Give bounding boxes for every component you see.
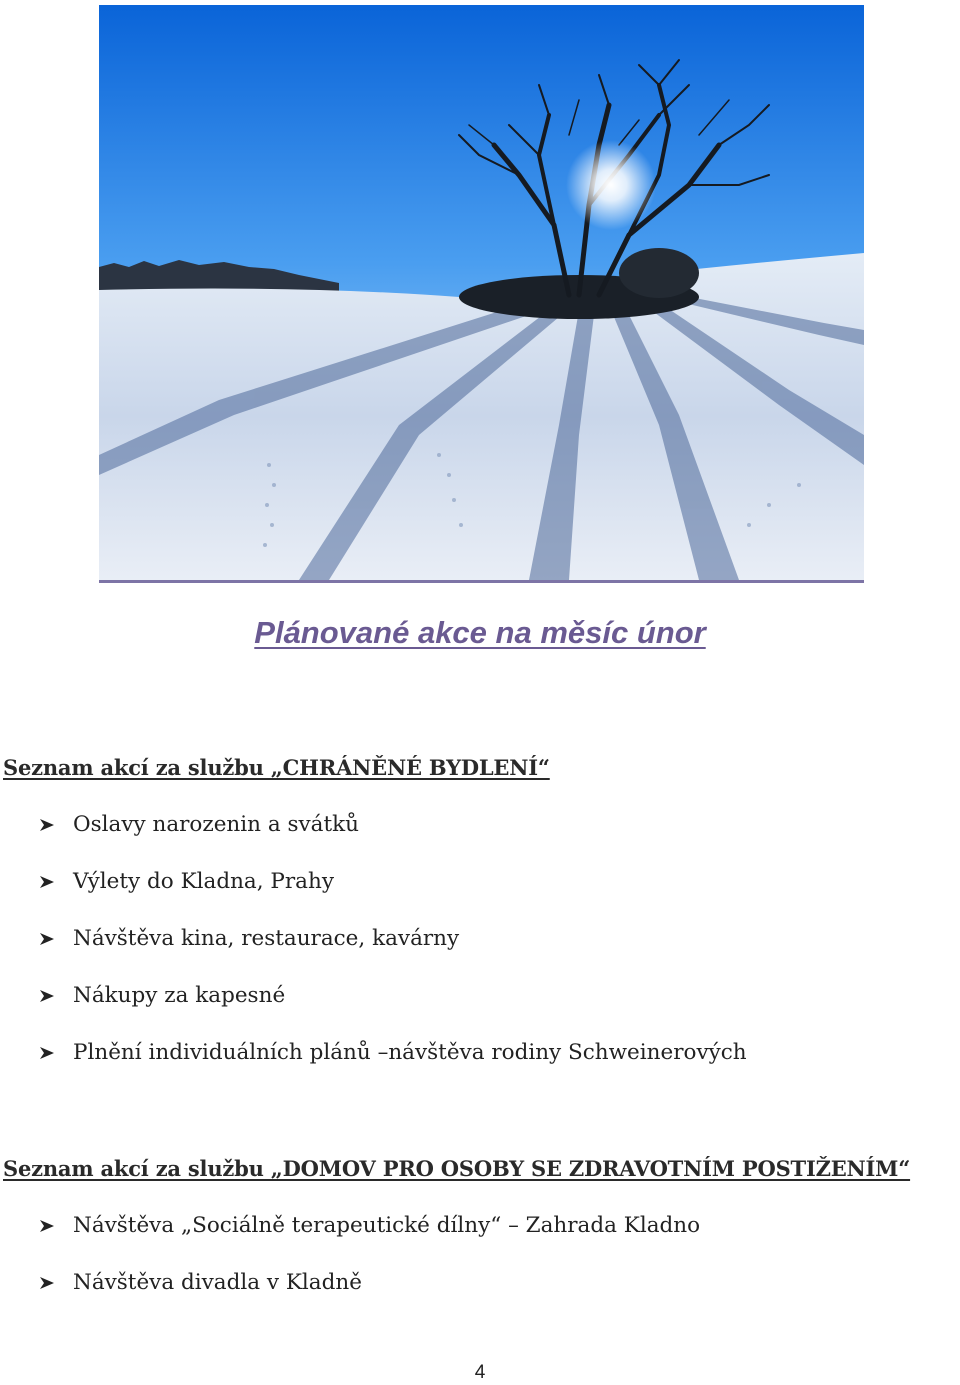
winter-landscape-photo <box>99 5 864 583</box>
list-item <box>37 1211 700 1268</box>
arrowhead-bullet-icon <box>39 1219 55 1233</box>
page-number: 4 <box>474 1362 486 1383</box>
list-item-text: Návštěva kina, restaurace, kavárny <box>73 926 460 951</box>
list-item-text: Návštěva „Sociálně terapeutické dílny“ – Zahrada Kladno <box>73 1213 701 1238</box>
arrowhead-bullet-icon <box>39 989 55 1003</box>
page-title: Plánované akce na měsíc únor <box>254 615 706 650</box>
list-item <box>37 867 747 924</box>
list-item <box>37 924 747 981</box>
activity-list-domov-pro-osoby <box>37 1211 700 1325</box>
list-item-text: Výlety do Kladna, Prahy <box>73 869 334 894</box>
section-heading-domov-pro-osoby: Seznam akcí za službu „DOMOV PRO OSOBY SE ZDRAVOTNÍM POSTIŽENÍM“ <box>3 1156 911 1181</box>
list-item-text: Plnění individuálních plánů –návštěva rodiny Schweinerových <box>73 1040 747 1065</box>
arrowhead-bullet-icon <box>39 932 55 946</box>
list-item <box>37 810 747 867</box>
arrowhead-bullet-icon <box>39 875 55 889</box>
list-item-text: Oslavy narozenin a svátků <box>73 812 359 837</box>
list-item <box>37 1268 700 1325</box>
list-item <box>37 1038 747 1095</box>
arrowhead-bullet-icon <box>39 1046 55 1060</box>
section-heading-chranene-bydleni: Seznam akcí za službu „CHRÁNĚNÉ BYDLENÍ“ <box>3 755 550 780</box>
activity-list-chranene-bydleni <box>37 810 747 1095</box>
list-item-text: Nákupy za kapesné <box>73 983 286 1008</box>
list-item-text: Návštěva divadla v Kladně <box>73 1270 362 1295</box>
arrowhead-bullet-icon <box>39 818 55 832</box>
arrowhead-bullet-icon <box>39 1276 55 1290</box>
list-item <box>37 981 747 1038</box>
